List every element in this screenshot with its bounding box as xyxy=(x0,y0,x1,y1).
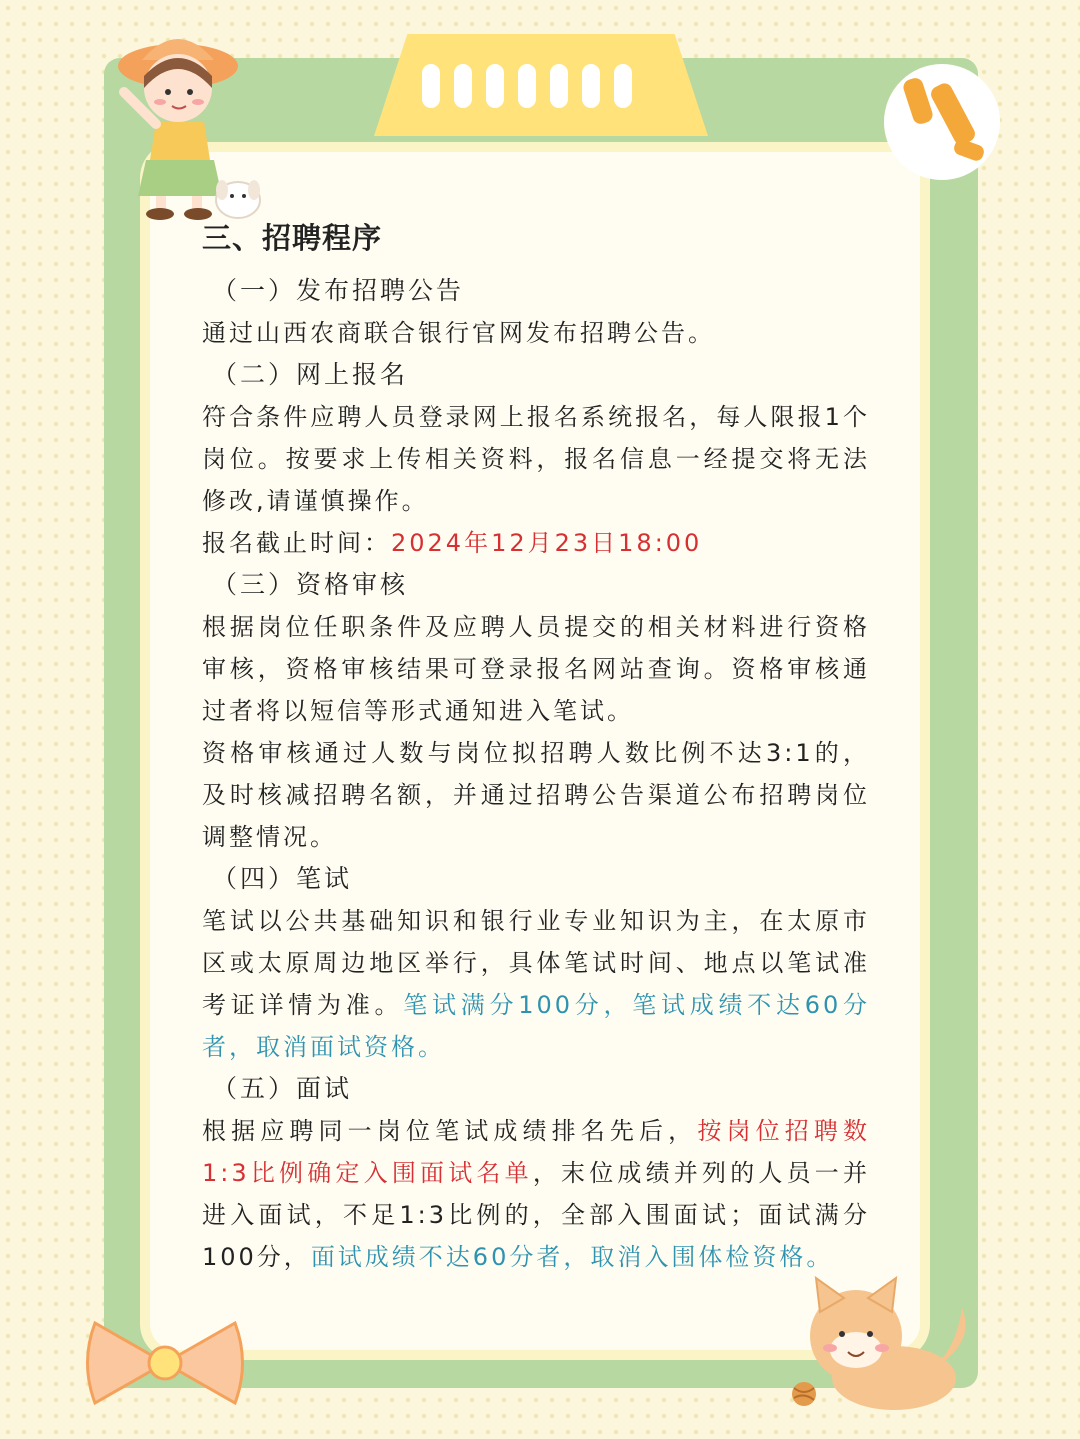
section-title: 三、招聘程序 xyxy=(202,221,383,255)
step5-highlight-blue: 面试成绩不达60分者，取消入围体检资格。 xyxy=(310,1243,834,1271)
recruitment-procedure xyxy=(202,218,870,1278)
step4-text: 笔试以公共基础知识和银行业专业知识为主，在太原市区或太原周边地区举行，具体笔试时间、地点以笔试准考证详情为准。 xyxy=(202,907,870,1019)
banner-stripes xyxy=(422,64,632,108)
step5-text-a: 根据应聘同一岗位笔试成绩排名先后， xyxy=(202,1117,698,1145)
step5-highlight-red: 按岗位招聘数1:3比例确定入围面试名单 xyxy=(202,1117,871,1187)
step3-text1: 根据岗位任职条件及应聘人员提交的相关材料进行资格审核，资格审核结果可登录报名网站查询。资格审核通过者将以短信等形式通知进入笔试。 xyxy=(202,613,870,725)
deadline-label: 报名截止时间： xyxy=(202,529,391,557)
step3-text2: 资格审核通过人数与岗位拟招聘人数比例不达3:1的，及时核减招聘名额，并通过招聘公告渠道公布招聘岗位调整情况。 xyxy=(202,739,870,851)
step5-title: （五）面试 xyxy=(212,1074,353,1103)
step2-text: 符合条件应聘人员登录网上报名系统报名，每人限报1个岗位。按要求上传相关资料，报名信息一经提交将无法修改,请谨慎操作。 xyxy=(202,403,870,515)
step5-text-b: ，末位成绩并列的人员一并进入面试，不足1:3比例的，全部入围面试；面试满分100分， xyxy=(202,1159,870,1271)
step4-paragraph xyxy=(202,900,870,1068)
step1-text: 通过山西农商联合银行官网发布招聘公告。 xyxy=(202,319,715,347)
shiba-dog-with-yarn-illustration xyxy=(786,1268,976,1418)
step1-title: （一）发布招聘公告 xyxy=(212,276,465,305)
step2-title: （二）网上报名 xyxy=(212,360,409,389)
step3-title: （三）资格审核 xyxy=(212,570,409,599)
header-banner xyxy=(374,34,708,136)
deadline-line xyxy=(202,522,870,564)
deadline-value: 2024年12月23日18:00 xyxy=(391,529,703,557)
step5-paragraph xyxy=(202,1110,870,1278)
girl-with-hat-and-puppy-illustration xyxy=(100,10,270,225)
step4-highlight: 笔试满分100分，笔试成绩不达60分者，取消面试资格。 xyxy=(202,991,870,1061)
exclamation-marks-icon xyxy=(880,52,1000,192)
bow-ribbon-icon xyxy=(80,1308,250,1418)
step4-title: （四）笔试 xyxy=(212,864,353,893)
